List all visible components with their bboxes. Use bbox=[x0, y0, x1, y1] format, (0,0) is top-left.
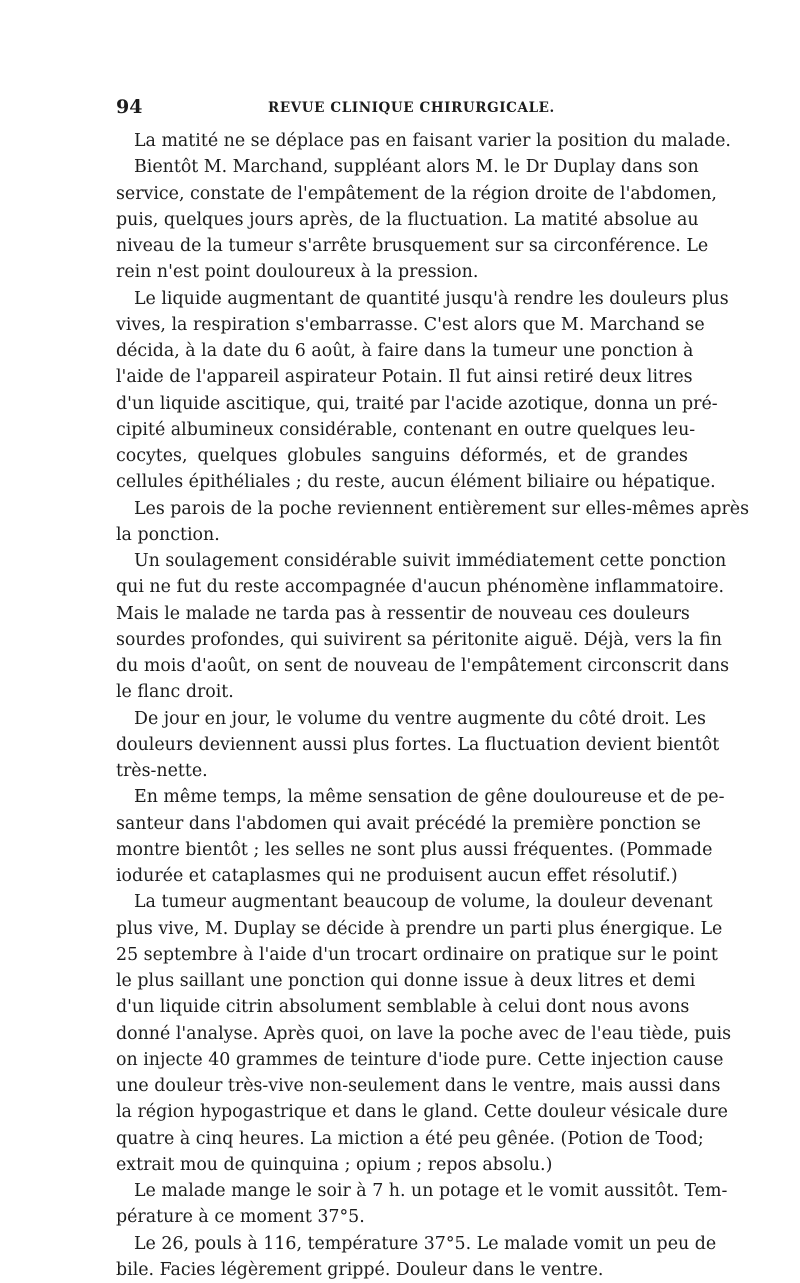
text-line: extrait mou de quinquina ; opium ; repos absolu.) bbox=[116, 1154, 553, 1175]
text-line: De jour en jour, le volume du ventre augmente du côté droit. Les bbox=[134, 708, 706, 729]
text-line: Le liquide augmentant de quantité jusqu'à rendre les douleurs plus bbox=[134, 288, 729, 309]
text-line: Mais le malade ne tarda pas à ressentir de nouveau ces douleurs bbox=[116, 603, 690, 624]
text-line: on injecte 40 grammes de teinture d'iode pure. Cette injection cause bbox=[116, 1049, 724, 1070]
text-line: cellules épithéliales ; du reste, aucun élément biliaire ou hépatique. bbox=[116, 472, 716, 493]
text-line: puis, quelques jours après, de la fluctuation. La matité absolue au bbox=[116, 209, 699, 230]
text-line: En même temps, la même sensation de gêne douloureuse et de pe- bbox=[134, 787, 725, 808]
text-line: vives, la respiration s'embarrasse. C'est alors que M. Marchand se bbox=[116, 314, 705, 335]
text-line: santeur dans l'abdomen qui avait précédé la première ponction se bbox=[116, 813, 701, 834]
text-line: la ponction. bbox=[116, 524, 220, 545]
text-line: Le 26, pouls à 116, température 37°5. Le malade vomit un peu de bbox=[134, 1233, 717, 1254]
text-line: le plus saillant une ponction qui donne issue à deux litres et demi bbox=[116, 971, 696, 991]
text-line: cipité albumineux considérable, contenant en outre quelques leu- bbox=[116, 419, 696, 440]
text-line: rein n'est point douloureux à la pression. bbox=[116, 262, 479, 283]
text-line: Bientôt M. Marchand, suppléant alors M. le Dr Duplay dans son bbox=[134, 157, 699, 178]
text-line: Le malade mange le soir à 7 h. un potage et le vomit aussitôt. Tem- bbox=[134, 1181, 728, 1201]
text-line: plus vive, M. Duplay se décide à prendre un parti plus énergique. Le bbox=[116, 918, 723, 939]
text-line: d'un liquide ascitique, qui, traité par l'acide azotique, donna un pré- bbox=[116, 393, 718, 414]
text-line: douleurs deviennent aussi plus fortes. La fluctuation devient bientôt bbox=[116, 734, 720, 755]
text-line: montre bientôt ; les selles ne sont plus aussi fréquentes. (Pommade bbox=[116, 839, 713, 860]
text-line: La matité ne se déplace pas en faisant varier la position du malade. bbox=[134, 131, 731, 151]
text-line: la région hypogastrique et dans le gland. Cette douleur vésicale dure bbox=[116, 1102, 728, 1123]
text-line: donné l'analyse. Après quoi, on lave la poche avec de l'eau tiède, puis bbox=[116, 1023, 732, 1044]
text-line: du mois d'août, on sent de nouveau de l'empâtement circonscrit dans bbox=[116, 656, 730, 676]
text-line: iodurée et cataplasmes qui ne produisent aucun effet résolutif.) bbox=[116, 866, 678, 886]
text-line: Un soulagement considérable suivit immédiatement cette ponction bbox=[134, 551, 727, 571]
text-line: l'aide de l'appareil aspirateur Potain. Il fut ainsi retiré deux litres bbox=[116, 367, 693, 388]
text-line: sourdes profondes, qui suivirent sa péritonite aiguë. Déjà, vers la fin bbox=[116, 629, 722, 650]
text-line: niveau de la tumeur s'arrête brusquement sur sa circonférence. Le bbox=[116, 236, 709, 256]
text-line: bile. Facies légèrement grippé. Douleur dans le ventre. bbox=[116, 1259, 604, 1280]
page-header bbox=[116, 96, 682, 120]
body-text bbox=[116, 128, 750, 1283]
running-title: REVUE CLINIQUE CHIRURGICALE. bbox=[268, 100, 555, 116]
text-line: une douleur très-vive non-seulement dans le ventre, mais aussi dans bbox=[116, 1076, 721, 1096]
text-line: très-nette. bbox=[116, 761, 208, 781]
text-line: pérature à ce moment 37°5. bbox=[116, 1207, 365, 1228]
text-line: d'un liquide citrin absolument semblable à celui dont nous avons bbox=[116, 997, 690, 1018]
text-line: Les parois de la poche reviennent entièrement sur elles-mêmes après bbox=[134, 498, 750, 519]
text-line: service, constate de l'empâtement de la région droite de l'abdomen, bbox=[116, 183, 717, 204]
page-number: 94 bbox=[116, 96, 143, 118]
text-line: quatre à cinq heures. La miction a été peu gênée. (Potion de Tood; bbox=[116, 1128, 704, 1149]
text-line: le flanc droit. bbox=[116, 682, 234, 703]
text-line: La tumeur augmentant beaucoup de volume, la douleur devenant bbox=[134, 892, 713, 913]
text-line: cocytes, quelques globules sanguins déformés, et de grandes bbox=[116, 446, 688, 466]
text-line: 25 septembre à l'aide d'un trocart ordinaire on pratique sur le point bbox=[116, 944, 718, 965]
text-line: qui ne fut du reste accompagnée d'aucun phénomène inflammatoire. bbox=[116, 577, 725, 598]
text-line: décida, à la date du 6 août, à faire dans la tumeur une ponction à bbox=[116, 341, 694, 361]
